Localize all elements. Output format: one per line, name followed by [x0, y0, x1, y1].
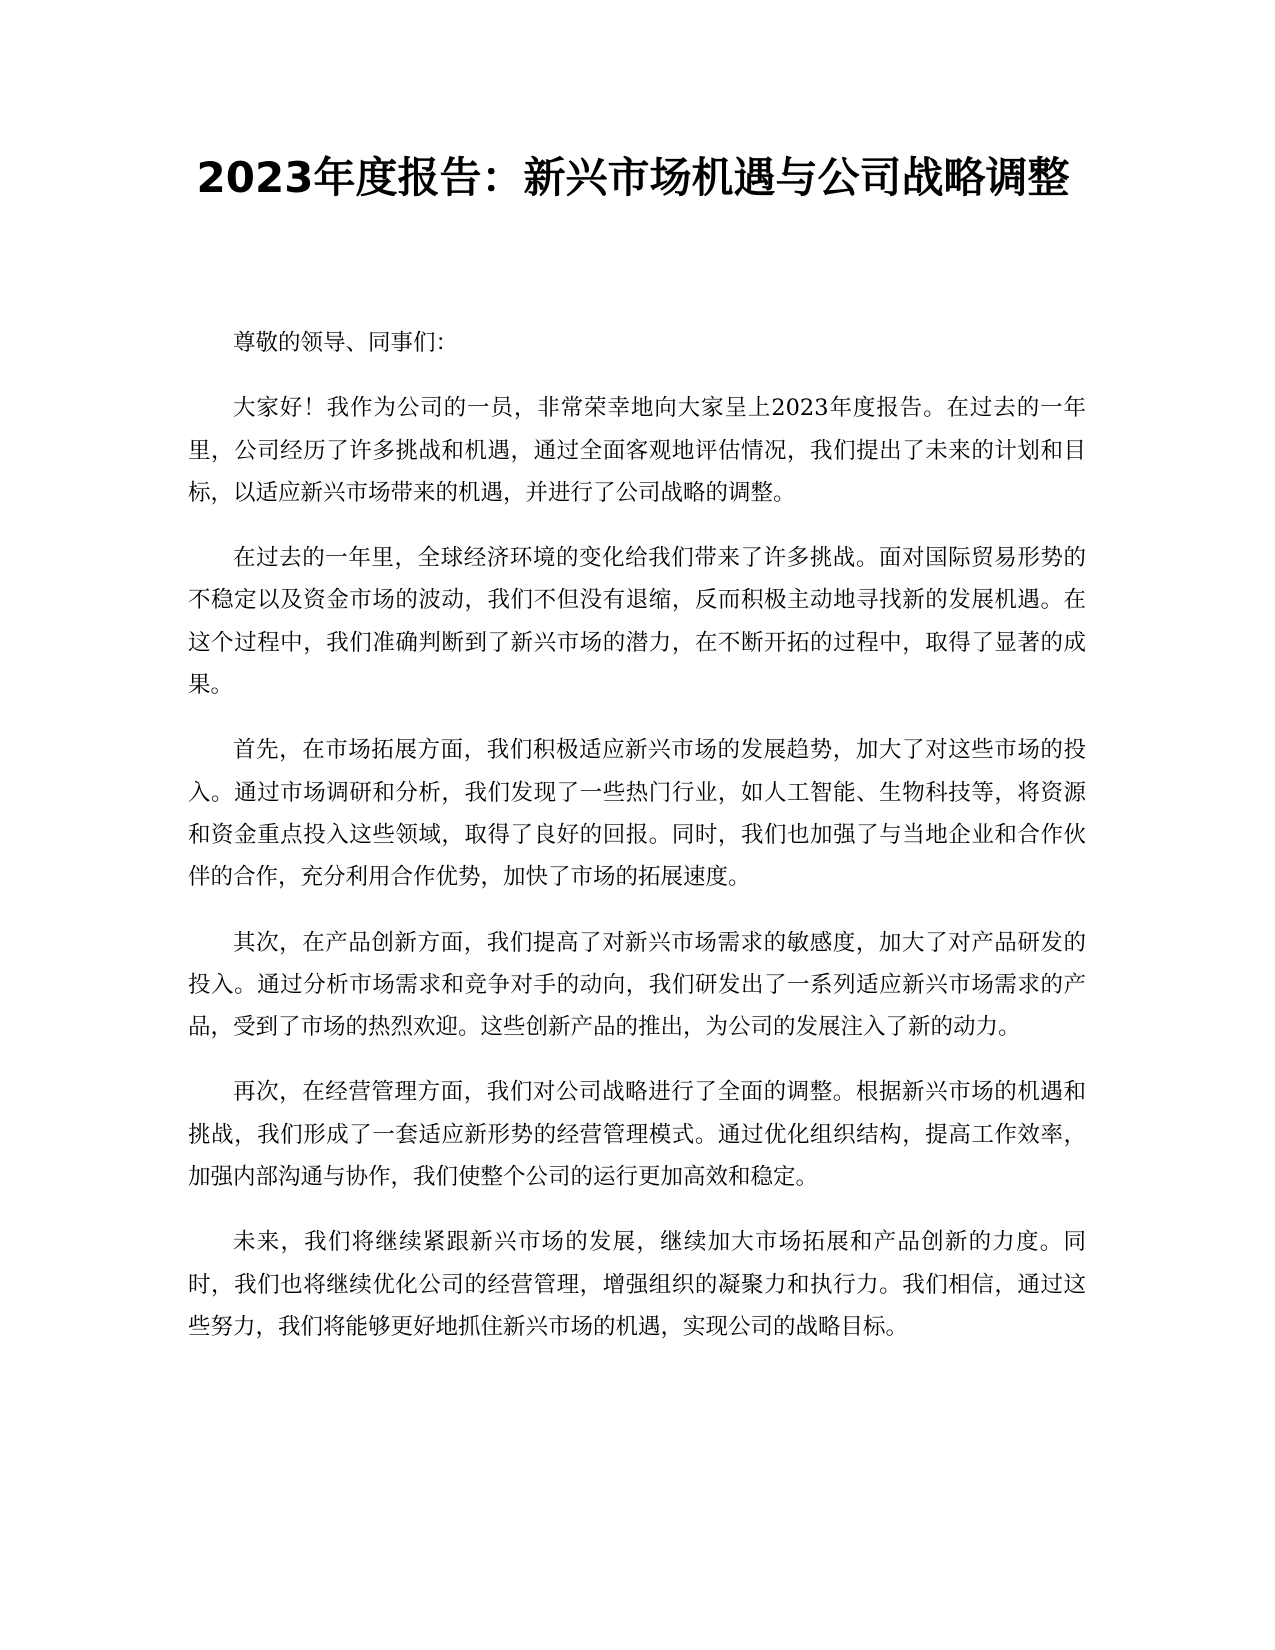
- intro-paragraph: 大家好！我作为公司的一员，非常荣幸地向大家呈上2023年度报告。在过去的一年里，公司经历了许多挑战和机遇，通过全面客观地评估情况，我们提出了未来的计划和目标，以适应新兴市场带来的机遇，并进行了公司战略的调整。: [188, 395, 1086, 506]
- salutation-paragraph: 尊敬的领导、同事们：: [233, 330, 459, 356]
- challenges-paragraph: 在过去的一年里，全球经济环境的变化给我们带来了许多挑战。面对国际贸易形势的不稳定以及资金市场的波动，我们不但没有退缩，反而积极主动地寻找新的发展机遇。在这个过程中，我们准确判断到了新兴市场的潜力，在不断开拓的过程中，取得了显著的成果。: [188, 545, 1086, 699]
- future-paragraph: 未来，我们将继续紧跟新兴市场的发展，继续加大市场拓展和产品创新的力度。同时，我们也将继续优化公司的经营管理，增强组织的凝聚力和执行力。我们相信，通过这些努力，我们将能够更好地抓住新兴市场的机遇，实现公司的战略目标。: [188, 1229, 1086, 1340]
- product-innovation-paragraph: 其次，在产品创新方面，我们提高了对新兴市场需求的敏感度，加大了对产品研发的投入。通过分析市场需求和竞争对手的动向，我们研发出了一系列适应新兴市场需求的产品，受到了市场的热烈欢迎。这些创新产品的推出，为公司的发展注入了新的动力。: [188, 929, 1086, 1041]
- document-title: 2023年度报告：新兴市场机遇与公司战略调整: [196, 153, 1070, 202]
- management-paragraph: 再次，在经营管理方面，我们对公司战略进行了全面的调整。根据新兴市场的机遇和挑战，我们形成了一套适应新形势的经营管理模式。通过优化组织结构，提高工作效率，加强内部沟通与协作，我们使整个公司的运行更加高效和稳定。: [188, 1079, 1086, 1191]
- market-expansion-paragraph: 首先，在市场拓展方面，我们积极适应新兴市场的发展趋势，加大了对这些市场的投入。通过市场调研和分析，我们发现了一些热门行业，如人工智能、生物科技等，将资源和资金重点投入这些领域，取得了良好的回报。同时，我们也加强了与当地企业和合作伙伴的合作，充分利用合作优势，加快了市场的拓展速度。: [188, 737, 1086, 891]
- document-body: [188, 322, 1086, 1371]
